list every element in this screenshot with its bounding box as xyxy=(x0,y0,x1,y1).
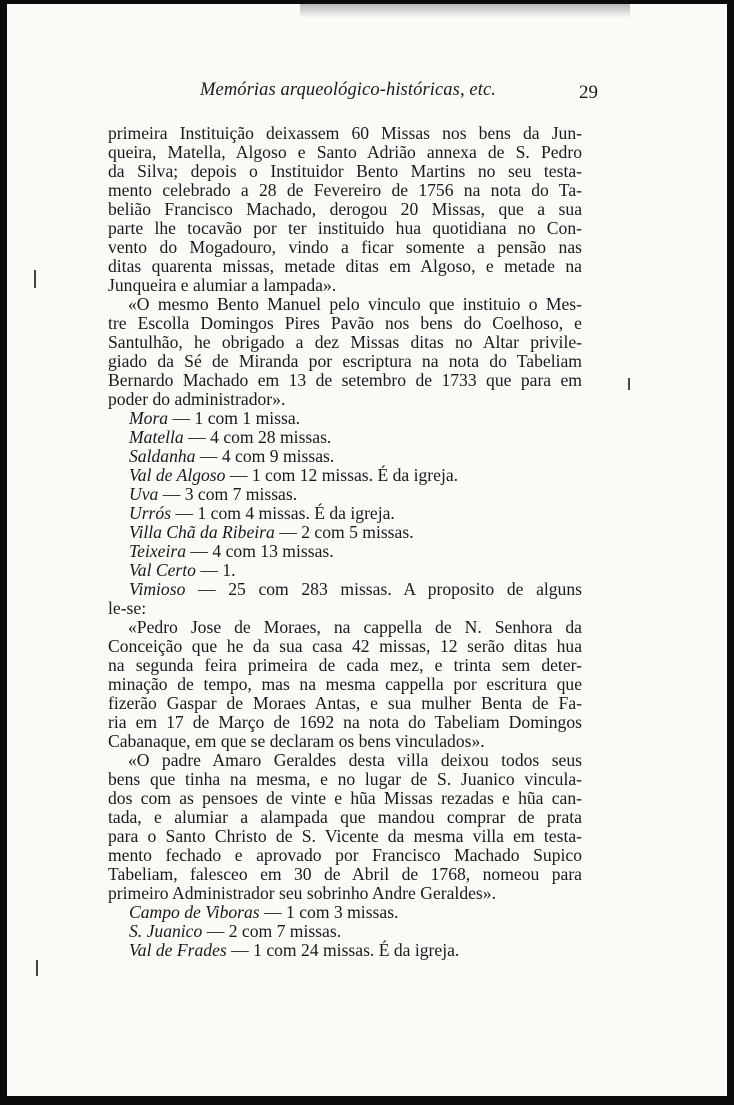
text-line: ditas quarenta missas, metade ditas em Algoso, e metade na xyxy=(108,256,582,276)
text-line: poder do administrador». xyxy=(108,389,286,409)
text-line: parte lhe tocavão por ter instituido hua quotidiana no Con- xyxy=(108,218,582,238)
text-line: minação de tempo, mas na mesma cappella por escritura que xyxy=(108,674,582,694)
text-line: primeiro Administrador seu sobrinho Andre Geraldes». xyxy=(108,883,496,903)
place-name: Teixeira xyxy=(129,541,187,561)
list-item xyxy=(108,428,582,447)
list-text: — 1 com 1 missa. xyxy=(168,408,301,428)
list-item xyxy=(108,504,582,523)
text-line: Tabeliam, falesceo em 30 de Abril de 1768, nomeou para xyxy=(108,864,582,884)
text-line: ria em 17 de Março de 1692 na nota do Tabeliam Domingos xyxy=(108,712,582,732)
list-text: — 4 com 9 missas. xyxy=(195,446,335,466)
text-line: mento fechado e aprovado por Francisco Machado Supico xyxy=(108,845,582,865)
text-line: tada, e alumiar a alampada que mandou comprar de prata xyxy=(108,807,582,827)
place-name: Campo de Viboras xyxy=(129,902,260,922)
list-item xyxy=(108,447,582,466)
list-text: — 4 com 13 missas. xyxy=(186,541,334,561)
text-line: giado da Sé de Miranda por escriptura na nota do Tabeliam xyxy=(108,351,582,371)
place-name: Uva xyxy=(129,484,159,504)
running-head xyxy=(200,80,600,104)
list-item xyxy=(108,561,582,580)
list-text: — 25 com 283 missas. A proposito de alguns xyxy=(185,579,582,599)
list-item xyxy=(108,542,582,561)
text-line: vento do Mogadouro, vindo a ficar somente a pensão nas xyxy=(108,237,582,257)
place-name: S. Juanico xyxy=(129,921,203,941)
list-text: — 2 com 7 missas. xyxy=(202,921,342,941)
text-line: primeira Instituição deixassem 60 Missas nos bens da Jun- xyxy=(108,123,582,143)
text-line: Cabanaque, em que se declaram os bens vinculados». xyxy=(108,731,485,751)
text-line: dos com as pensoes de vinte e hũa Missas rezadas e hũa can- xyxy=(108,788,582,808)
text-line: da Silva; depois o Instituidor Bento Martins no seu testa- xyxy=(108,161,582,181)
place-name: Val Certo xyxy=(129,560,196,580)
list-text: — 1 com 4 missas. É da igreja. xyxy=(171,503,395,523)
list-text: — 1. xyxy=(195,560,236,580)
text-line: fizerão Gaspar de Moraes Antas, e sua mulher Benta de Fa- xyxy=(108,693,582,713)
text-line: na segunda feira primeira de cada mez, e trinta sem deter- xyxy=(108,655,582,675)
margin-mark xyxy=(36,960,38,976)
place-name: Val de Frades xyxy=(129,940,227,960)
body-text xyxy=(108,124,582,960)
place-name: Saldanha xyxy=(129,446,196,466)
list-text: — 2 com 5 missas. xyxy=(274,522,414,542)
text-line: belião Francisco Machado, derogou 20 Missas, que a sua xyxy=(108,199,582,219)
place-name: Val de Algoso xyxy=(129,465,226,485)
place-name: Villa Chã da Ribeira xyxy=(129,522,275,542)
text-line: «Pedro Jose de Moraes, na cappella de N. Senhora da xyxy=(128,617,582,637)
list-text: — 1 com 12 missas. É da igreja. xyxy=(225,465,459,485)
page-number: 29 xyxy=(579,82,598,103)
text-line: Bernardo Machado em 13 de setembro de 1733 que para em xyxy=(108,370,582,390)
text-line: Junqueira e alumiar a lampada». xyxy=(108,275,337,295)
text-line: tre Escolla Domingos Pires Pavão nos bens do Coelhoso, e xyxy=(108,313,582,333)
text-line: bens que tinha na mesma, e no lugar de S. Juanico vincula- xyxy=(108,769,582,789)
text-line: mento celebrado a 28 de Fevereiro de 1756 na nota do Ta- xyxy=(108,180,582,200)
list-text: — 4 com 28 missas. xyxy=(183,427,332,447)
list-item xyxy=(108,941,582,960)
list-item xyxy=(108,903,582,922)
list-item xyxy=(108,580,582,599)
list-text: — 1 com 24 missas. É da igreja. xyxy=(226,940,460,960)
list-text: — 3 com 7 missas. xyxy=(158,484,298,504)
text-line: queira, Matella, Algoso e Santo Adrião annexa de S. Pedro xyxy=(108,142,582,162)
list-item xyxy=(108,523,582,542)
margin-mark xyxy=(628,378,630,390)
running-title: Memórias arqueológico-históricas, etc. xyxy=(200,80,496,100)
place-name: Matella xyxy=(129,427,184,447)
text-line: le-se: xyxy=(108,598,147,618)
place-name: Urrós xyxy=(129,503,172,523)
text-line: Conceição que he da sua casa 42 missas, 12 serão ditas hua xyxy=(108,636,582,656)
place-name: Vimioso xyxy=(129,579,186,599)
list-text: — 1 com 3 missas. xyxy=(259,902,399,922)
list-item xyxy=(108,485,582,504)
list-item xyxy=(108,409,582,428)
text-line: Santulhão, he obrigado a dez Missas ditas no Altar privile- xyxy=(108,332,582,352)
place-name: Mora xyxy=(129,408,169,428)
margin-mark xyxy=(34,270,36,288)
text-line: «O mesmo Bento Manuel pelo vinculo que instituio o Mes- xyxy=(128,294,582,314)
list-item xyxy=(108,466,582,485)
list-item xyxy=(108,922,582,941)
text-line: «O padre Amaro Geraldes desta villa deixou todos seus xyxy=(128,750,582,770)
text-line: para o Santo Christo de S. Vicente da mesma villa em testa- xyxy=(108,826,582,846)
